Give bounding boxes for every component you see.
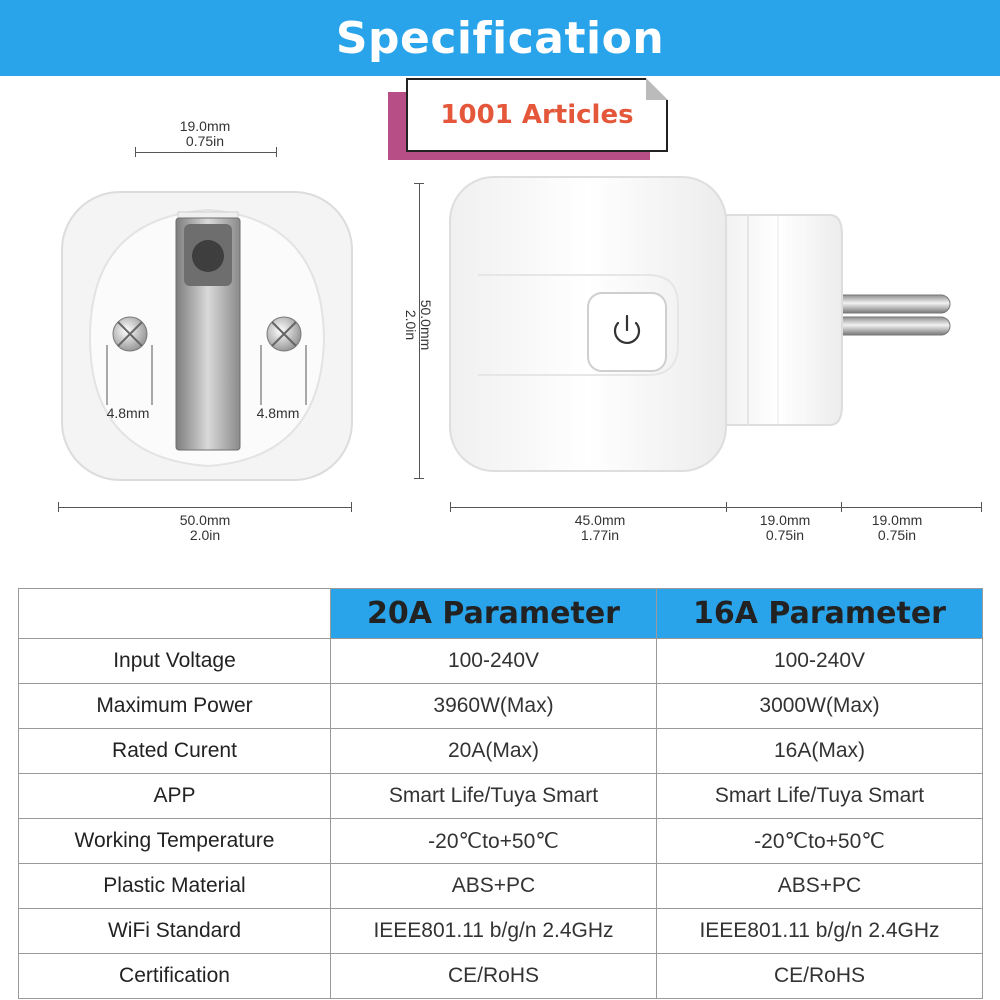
cell-16a: 3000W(Max) <box>657 684 983 729</box>
table-row <box>19 639 983 684</box>
cell-16a: Smart Life/Tuya Smart <box>657 774 983 819</box>
header-banner <box>0 0 1000 76</box>
table-row <box>19 909 983 954</box>
cell-20a: IEEE801.11 b/g/n 2.4GHz <box>331 909 657 954</box>
dim-tick <box>450 502 451 512</box>
dim-tick <box>981 502 982 512</box>
dim-body-depth <box>545 513 655 543</box>
table-header-20a: 20A Parameter <box>331 589 657 639</box>
dim-left-pin-gap: 4.8mm <box>106 405 150 421</box>
dim-top-width <box>150 119 260 149</box>
dim-pin-length-mm: 19.0mm <box>871 512 923 528</box>
cell-16a: IEEE801.11 b/g/n 2.4GHz <box>657 909 983 954</box>
dim-body-depth-mm: 45.0mm <box>574 512 626 528</box>
cell-20a: CE/RoHS <box>331 954 657 999</box>
dim-tick <box>726 502 727 512</box>
row-label: Rated Curent <box>19 729 331 774</box>
dim-tick <box>351 502 352 512</box>
cell-16a: ABS+PC <box>657 864 983 909</box>
dim-pin-length <box>842 513 952 543</box>
cell-20a: 100-240V <box>331 639 657 684</box>
row-label: APP <box>19 774 331 819</box>
watermark-card <box>406 78 668 152</box>
page-fold-icon <box>646 78 668 100</box>
dim-pin-length-in: 0.75in <box>877 527 917 543</box>
dim-top-width-mm: 19.0mm <box>179 118 231 134</box>
cell-16a: 100-240V <box>657 639 983 684</box>
plug-side-view <box>448 175 958 475</box>
dim-front-width <box>150 513 260 543</box>
dim-tick <box>841 502 842 512</box>
cell-20a: 20A(Max) <box>331 729 657 774</box>
row-label: Plastic Material <box>19 864 331 909</box>
cell-20a: Smart Life/Tuya Smart <box>331 774 657 819</box>
dim-tick <box>414 478 424 479</box>
dim-top-width-in: 0.75in <box>185 133 225 149</box>
table-row <box>19 864 983 909</box>
cell-20a: -20℃to+50℃ <box>331 819 657 864</box>
page-title: Specification <box>335 12 665 64</box>
watermark-text: 1001 Articles <box>440 100 634 130</box>
cell-20a: 3960W(Max) <box>331 684 657 729</box>
dim-right-pin-gap: 4.8mm <box>256 405 300 421</box>
spec-table <box>18 588 983 999</box>
row-label: Working Temperature <box>19 819 331 864</box>
dim-front-width-mm: 50.0mm <box>179 512 231 528</box>
dim-depth-line <box>450 507 982 508</box>
table-row <box>19 729 983 774</box>
table-header-row <box>19 589 983 639</box>
dim-collar-depth <box>730 513 840 543</box>
table-row <box>19 774 983 819</box>
dim-tick <box>276 147 277 157</box>
dim-top-width-line <box>135 152 277 153</box>
cell-16a: -20℃to+50℃ <box>657 819 983 864</box>
dim-tick <box>414 183 424 184</box>
dim-height-mm: 50.0mm <box>418 299 434 351</box>
dim-collar-depth-mm: 19.0mm <box>759 512 811 528</box>
dim-tick <box>135 147 136 157</box>
table-row <box>19 819 983 864</box>
row-label: WiFi Standard <box>19 909 331 954</box>
cell-20a: ABS+PC <box>331 864 657 909</box>
dim-height <box>383 295 433 355</box>
watermark-badge <box>388 78 668 160</box>
table-row <box>19 954 983 999</box>
table-row <box>19 684 983 729</box>
cell-16a: CE/RoHS <box>657 954 983 999</box>
dim-front-width-line <box>58 507 352 508</box>
row-label: Input Voltage <box>19 639 331 684</box>
plug-front-view <box>60 190 355 485</box>
dim-height-in: 2.0in <box>403 309 419 341</box>
dim-front-width-in: 2.0in <box>189 527 221 543</box>
dim-body-depth-in: 1.77in <box>580 527 620 543</box>
row-label: Certification <box>19 954 331 999</box>
cell-16a: 16A(Max) <box>657 729 983 774</box>
dim-tick <box>58 502 59 512</box>
table-header-corner <box>19 589 331 639</box>
row-label: Maximum Power <box>19 684 331 729</box>
dim-collar-depth-in: 0.75in <box>765 527 805 543</box>
table-header-16a: 16A Parameter <box>657 589 983 639</box>
